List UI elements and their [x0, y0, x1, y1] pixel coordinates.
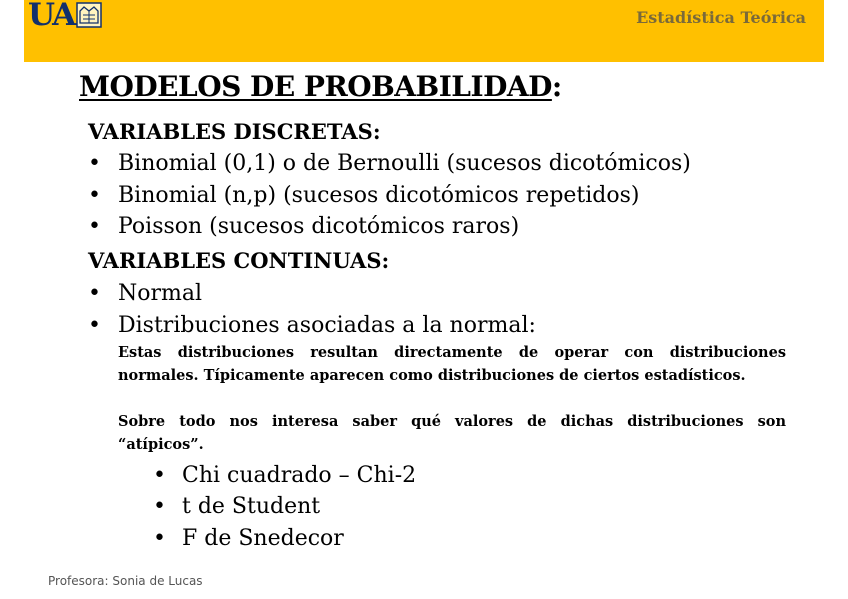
list-item — [88, 151, 691, 176]
sub-list-item — [153, 526, 344, 551]
bullet-icon: • — [88, 183, 101, 208]
sub-list-item-text: t de Student — [182, 494, 321, 519]
bullet-icon: • — [153, 494, 166, 519]
crest-icon — [76, 1, 102, 29]
bullet-icon: • — [88, 214, 101, 239]
page-title — [79, 70, 562, 103]
paragraph-note: Sobre todo nos interesa saber qué valores de dichas distribuciones son “atípicos”. — [118, 413, 786, 453]
sub-list-item-text: F de Snedecor — [182, 526, 344, 551]
title-suffix: : — [551, 70, 562, 103]
sub-list-item — [153, 494, 321, 519]
list-item — [88, 214, 519, 239]
bullet-icon: • — [153, 526, 166, 551]
sub-list-item — [153, 463, 417, 488]
footer-author: Profesora: Sonia de Lucas — [48, 574, 203, 588]
bullet-icon: • — [88, 313, 101, 338]
bullet-icon: • — [88, 151, 101, 176]
bullet-icon: • — [153, 463, 166, 488]
list-item-text: Poisson (sucesos dicotómicos raros) — [118, 214, 520, 239]
list-item — [88, 313, 536, 338]
university-logo — [28, 0, 102, 32]
list-item — [88, 281, 202, 306]
discrete-heading: VARIABLES DISCRETAS: — [88, 119, 381, 144]
list-item-text: Distribuciones asociadas a la normal: — [118, 313, 536, 338]
paragraph-description: Estas distribuciones resultan directamente de operar con distribuciones normales. Típicamente aparecen como distribuciones de ciertos estadísticos. — [118, 344, 786, 384]
title-text: MODELOS DE PROBABILIDAD — [79, 70, 552, 103]
sub-list-item-text: Chi cuadrado – Chi-2 — [182, 463, 417, 488]
logo-text: UA — [28, 0, 75, 33]
list-item — [88, 183, 640, 208]
bullet-icon: • — [88, 281, 101, 306]
list-item-text: Normal — [118, 281, 203, 306]
course-title: Estadística Teórica — [636, 8, 806, 27]
list-item-text: Binomial (n,p) (sucesos dicotómicos repetidos) — [118, 183, 640, 208]
header-bar — [24, 0, 824, 62]
list-item-text: Binomial (0,1) o de Bernoulli (sucesos dicotómicos) — [118, 151, 691, 176]
continuous-heading: VARIABLES CONTINUAS: — [88, 248, 390, 273]
